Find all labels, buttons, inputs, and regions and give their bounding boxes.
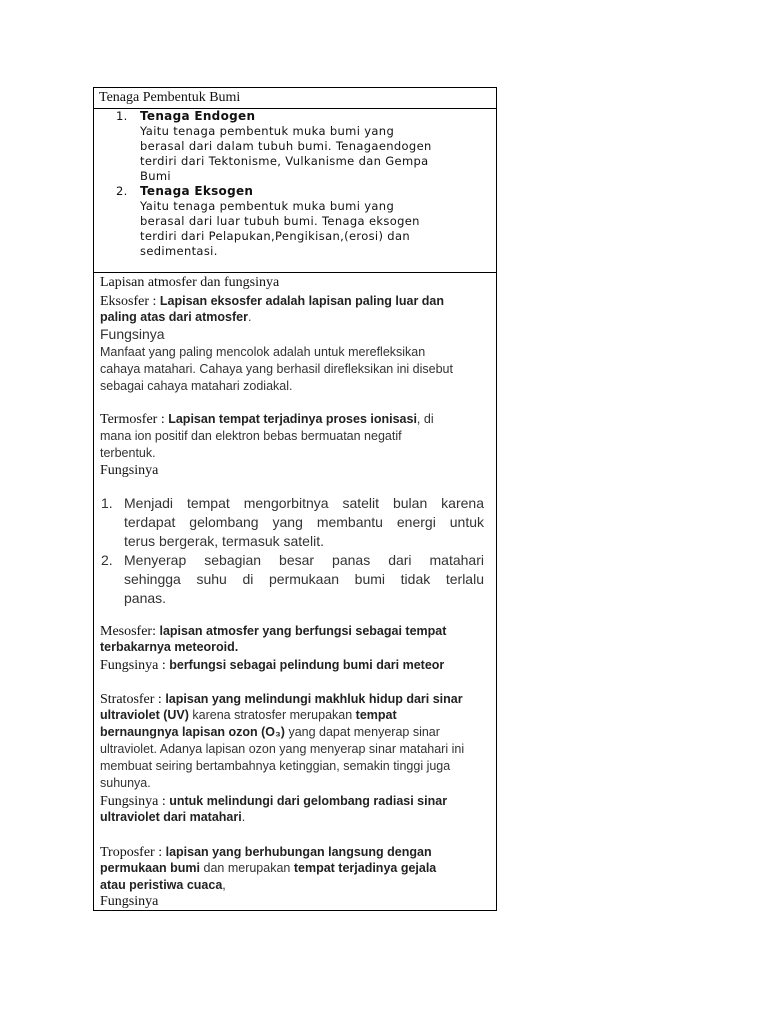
stratosfer-line (100, 690, 490, 708)
termosfer-text-2: terbentuk. (100, 446, 156, 460)
stratosfer-text-2: membuat seiring bertambahnya ketinggian, semakin tinggi juga (100, 759, 451, 773)
endogen-line: terdiri dari Tektonisme, Vulkanisme dan Gempa (140, 154, 429, 168)
fungsinya-label: Fungsinya : (100, 658, 170, 673)
eksosfer-label: Eksosfer : (100, 294, 160, 309)
termosfer-line (100, 410, 490, 428)
fungsinya-label: Fungsinya : (100, 794, 170, 809)
eksosfer-text-1: Manfaat yang paling mencolok adalah untuk merefleksikan (100, 345, 426, 359)
stratosfer-text-3: suhunya. (100, 776, 151, 790)
list-item-endogen (116, 109, 485, 184)
mesosfer-fungsi: berfungsi sebagai pelindung bumi dari meteor (169, 658, 445, 672)
list-line: Menyerap sebagian besar panas dari matahari (124, 552, 484, 568)
stratosfer-uv: ultraviolet (UV) (100, 708, 189, 722)
list-number: 2. (116, 184, 128, 198)
list-number: 2. (101, 552, 113, 568)
list-item (101, 494, 484, 551)
eksosfer-text-3: sebagai cahaya matahari zodiakal. (100, 379, 293, 393)
fungsinya-label: Fungsinya (100, 326, 165, 342)
fungsinya-label: Fungsinya (100, 463, 159, 478)
troposfer-comma: , (222, 878, 226, 892)
list-item-eksogen (116, 184, 485, 259)
troposfer-tempat: tempat terjadinya gejala (293, 861, 437, 875)
content-table (93, 87, 497, 911)
stratosfer-fungsi-line-2 (100, 809, 490, 826)
eksosfer-line (100, 292, 490, 310)
eksosfer-dot: . (247, 310, 252, 324)
troposfer-label: Troposfer : (100, 845, 166, 860)
list-line: terdapat gelombang yang membantu energi untuk (124, 514, 484, 530)
fungsinya-label: Fungsinya (100, 894, 159, 909)
list-line: terus bergerak, termasuk satelit. (124, 533, 324, 549)
termosfer-fungsi-list (101, 494, 484, 608)
stratosfer-ozon: bernaungnya lapisan ozon (O₃) (100, 725, 285, 739)
stratosfer-fungsi: untuk melindungi dari gelombang radiasi sinar (169, 794, 448, 808)
troposfer-line-2 (100, 860, 490, 877)
mesosfer-definition: lapisan atmosfer yang berfungsi sebagai tempat (159, 624, 447, 638)
endogen-line: Bumi (140, 169, 171, 183)
stratosfer-line-2 (100, 707, 490, 724)
stratosfer-fungsi-end: ultraviolet dari matahari (100, 810, 242, 824)
mesosfer-line (100, 622, 490, 640)
troposfer-definition: lapisan yang berhubungan langsung dengan (165, 845, 432, 859)
troposfer-cuaca: atau peristiwa cuaca (100, 878, 223, 892)
stratosfer-text-1: ultraviolet. Adanya lapisan ozon yang menyerap sinar matahari ini (100, 742, 465, 756)
eksogen-line: terdiri dari Pelapukan,Pengikisan,(erosi) dan (140, 229, 410, 243)
termosfer-label: Termosfer : (100, 412, 169, 427)
troposfer-text: dan merupakan (200, 861, 294, 875)
list-number: 1. (116, 109, 128, 123)
atmosfer-title: Lapisan atmosfer dan fungsinya (100, 275, 280, 290)
stratosfer-tempat: tempat (355, 708, 397, 722)
row1-title: Tenaga Pembentuk Bumi (94, 88, 496, 109)
termosfer-text-1: mana ion positif dan elektron bebas bermuatan negatif (100, 429, 402, 443)
endogen-line: berasal dari dalam tubuh bumi. Tenagaendogen (140, 139, 432, 153)
troposfer-line-3 (100, 877, 490, 894)
eksogen-line: sedimentasi. (140, 244, 218, 258)
stratosfer-fungsi-line (100, 792, 490, 810)
eksosfer-definition-end: paling atas dari atmosfer (100, 310, 248, 324)
stratosfer-line-3 (100, 724, 490, 741)
stratosfer-text: karena stratosfer merupakan (188, 708, 356, 722)
endogen-heading: Tenaga Endogen (140, 109, 256, 123)
eksosfer-text-2: cahaya matahari. Cahaya yang berhasil direfleksikan ini disebut (100, 362, 453, 376)
mesosfer-fungsi-line (100, 656, 490, 674)
endogen-line: Yaitu tenaga pembentuk muka bumi yang (140, 124, 395, 138)
list-item (101, 551, 484, 608)
eksosfer-definition: Lapisan eksosfer adalah lapisan paling luar dan (159, 294, 445, 308)
mesosfer-definition-end: terbakarnya meteoroid. (100, 640, 239, 654)
stratosfer-definition: lapisan yang melindungi makhluk hidup dari sinar (165, 692, 463, 706)
stratosfer-dot: . (241, 810, 246, 824)
tenaga-list (116, 109, 485, 259)
atmosfer-cell (94, 273, 496, 910)
stratosfer-text: yang dapat menyerap sinar (284, 725, 440, 739)
eksogen-line: berasal dari luar tubuh bumi. Tenaga eksogen (140, 214, 420, 228)
tenaga-cell (94, 109, 496, 273)
list-line: panas. (124, 590, 167, 606)
list-number: 1. (101, 495, 113, 511)
stratosfer-label: Stratosfer : (100, 692, 166, 707)
mesosfer-label: Mesosfer: (100, 624, 160, 639)
termosfer-rest: , di (416, 412, 434, 426)
troposfer-line (100, 843, 490, 861)
eksosfer-line-2 (100, 309, 490, 326)
eksogen-heading: Tenaga Eksogen (140, 184, 254, 198)
list-line: Menjadi tempat mengorbitnya satelit bulan karena (124, 495, 484, 511)
troposfer-permukaan: permukaan bumi (100, 861, 201, 875)
termosfer-definition: Lapisan tempat terjadinya proses ionisasi (168, 412, 417, 426)
list-line: sehingga suhu di permukaan bumi tidak terlalu (124, 571, 484, 587)
eksogen-line: Yaitu tenaga pembentuk muka bumi yang (140, 199, 395, 213)
